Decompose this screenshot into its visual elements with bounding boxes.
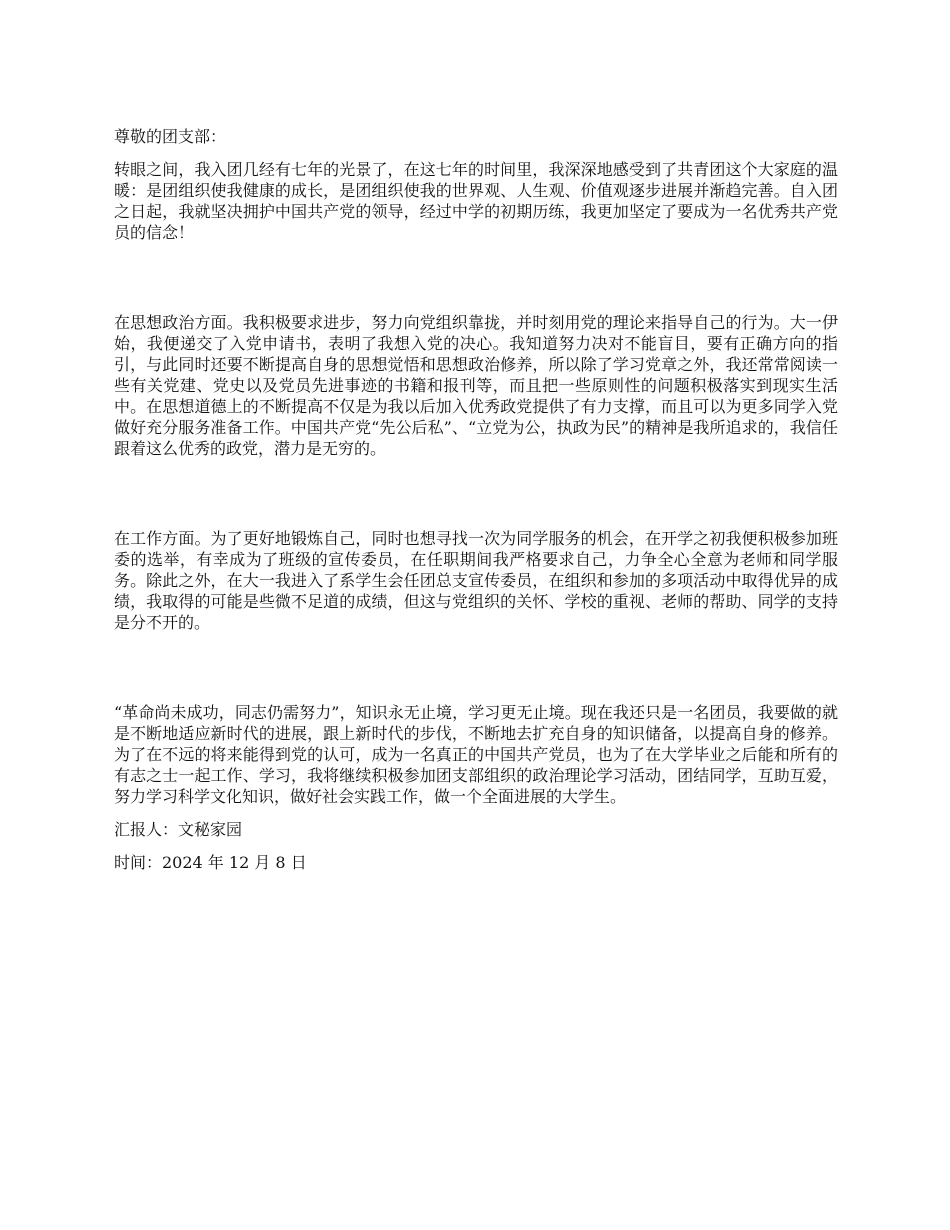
salutation: 尊敬的团支部：	[114, 127, 227, 146]
signature: 汇报人：文秘家园	[114, 820, 243, 839]
date: 时间：2024 年 12 月 8 日	[114, 853, 307, 872]
paragraph-conclusion: “革命尚未成功，同志仍需努力”，知识永无止境，学习更无止境。现在我还只是一名团员，我要做的就是不断地适应新时代的进展，跟上新时代的步伐，不断地去扩充自身的知识储备，以提高自身的修养。为了在不远的将来能得到党的认可，成为一名真正的中国共产党员，也为了在大学毕业之后能和所有的有志之士一起工作、学习，我将继续积极参加团支部组织的政治理论学习活动，团结同学，互助互爱，努力学习科学文化知识，做好社会实践工作，做一个全面进展的大学生。	[114, 703, 838, 806]
document-page	[114, 114, 838, 873]
paragraph-intro: 转眼之间，我入团几经有七年的光景了，在这七年的时间里，我深深地感受到了共青团这个大家庭的温暖：是团组织使我健康的成长，是团组织使我的世界观、人生观、价值观逐步进展并渐趋完善。自入团之日起，我就坚决拥护中国共产党的领导，经过中学的初期历练，我更加坚定了要成为一名优秀共产党员的信念！	[114, 160, 838, 242]
paragraph-work: 在工作方面。为了更好地锻炼自己，同时也想寻找一次为同学服务的机会，在开学之初我便积极参加班委的选举，有幸成为了班级的宣传委员，在任职期间我严格要求自己，力争全心全意为老师和同学服务。除此之外，在大一我进入了系学生会任团总支宣传委员，在组织和参加的多项活动中取得优异的成绩，我取得的可能是些微不足道的成绩，但这与党组织的关怀、学校的重视、老师的帮助、同学的支持是分不开的。	[114, 529, 838, 632]
paragraph-political: 在思想政治方面。我积极要求进步，努力向党组织靠拢，并时刻用党的理论来指导自己的行为。大一伊始，我便递交了入党申请书，表明了我想入党的决心。我知道努力决对不能盲目，要有正确方向的指引，与此同时还要不断提高自身的思想觉悟和思想政治修养，所以除了学习党章之外，我还常常阅读一些有关党建、党史以及党员先进事迹的书籍和报刊等，而且把一些原则性的问题积极落实到现实生活中。在思想道德上的不断提高不仅是为我以后加入优秀政党提供了有力支撑，而且可以为更多同学入党做好充分服务准备工作。中国共产党“先公后私”、“立党为公，执政为民”的精神是我所追求的，我信任跟着这么优秀的政党，潜力是无穷的。	[114, 313, 838, 458]
